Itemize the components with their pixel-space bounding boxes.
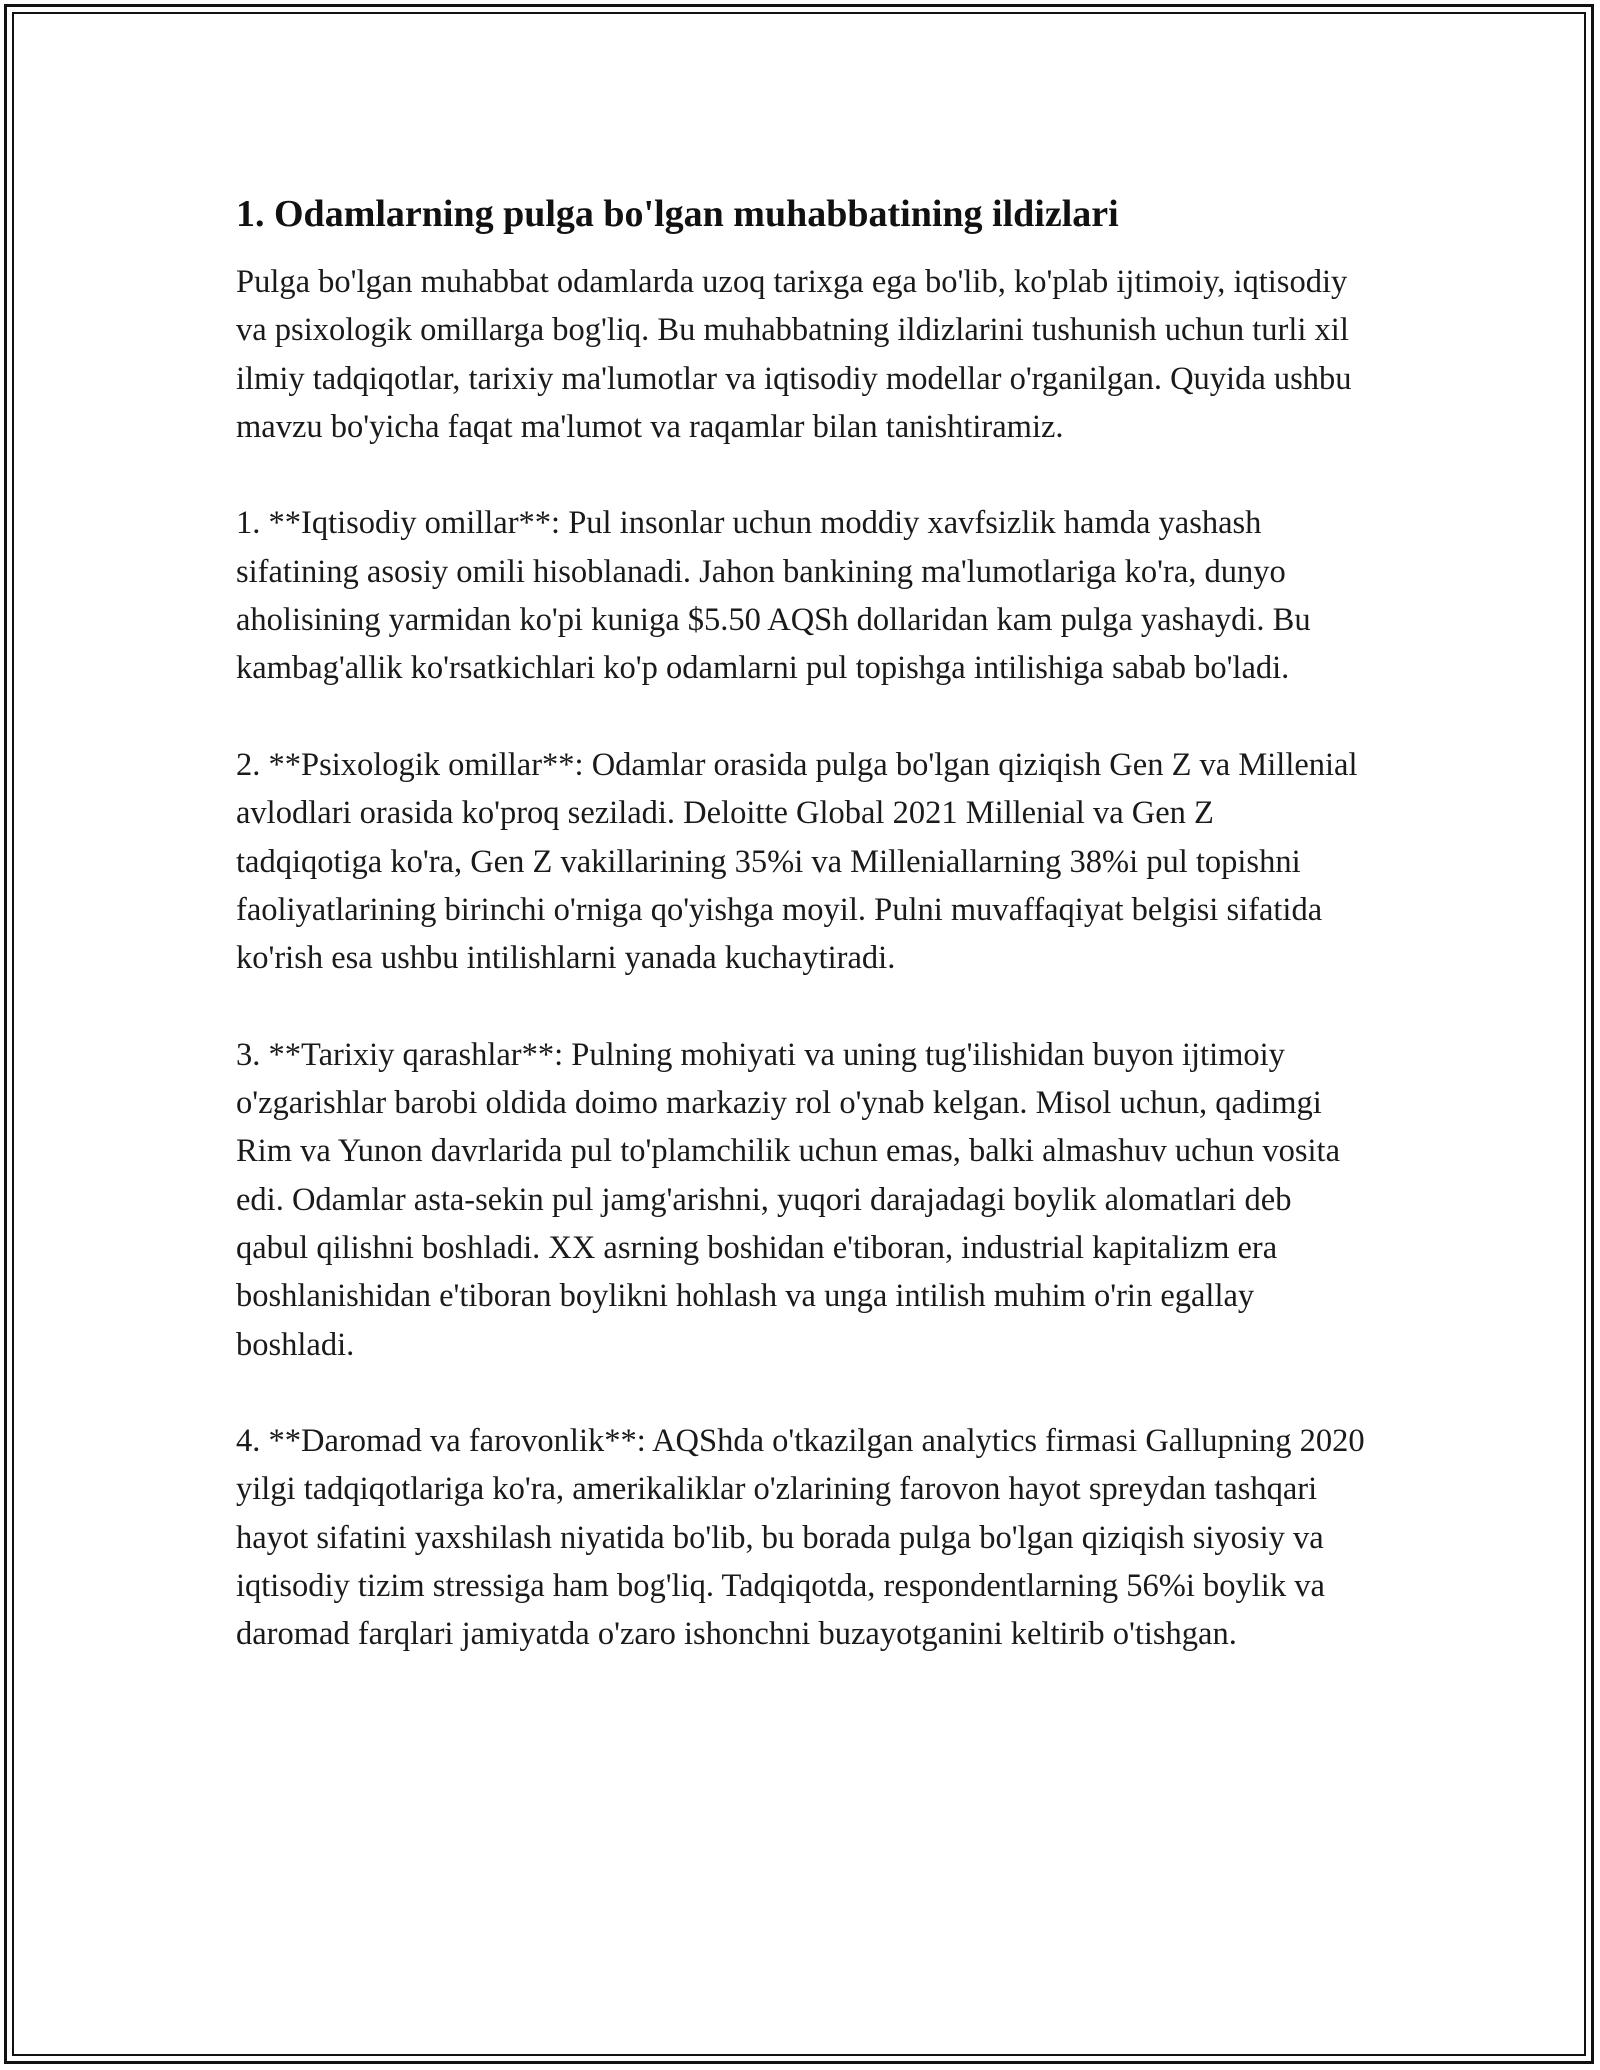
paragraph-historical-views: 3. **Tarixiy qarashlar**: Pulning mohiyati va uning tug'ilishidan buyon ijtimoiy o'zgarishlar barobi oldida doimo markaziy rol o'ynab kelgan. Misol uchun, qadimgi Rim va Yunon davrlarida pul to'plamchilik uchun emas, balki almashuv uchun vosita edi. Odamlar asta-sekin pul jamg'arishni, yuqori darajadagi boylik alomatlari deb qabul qilishni boshladi. XX asrning boshidan e'tiboran, industrial kapitalizm era boshlanishidan e'tiboran boylikni hohlash va unga intilish muhim o'rin egallay boshladi. [236,1036,1341,1363]
document-title: 1. Odamlarning pulga bo'lgan muhabbatining ildizlari [236,193,1119,235]
paragraph-intro: Pulga bo'lgan muhabbat odamlarda uzoq tarixga ega bo'lib, ko'plab ijtimoiy, iqtisodiy va psixologik omillarga bog'liq. Bu muhabbatning ildizlarini tushunish uchun turli xil ilmiy tadqiqotlar, tarixiy ma'lumotlar va iqtisodiy modellar o'rganilgan. Quyida ushbu mavzu bo'yicha faqat ma'lumot va raqamlar bilan tanishtiramiz. [236,264,1352,445]
paragraph-income-wellbeing: 4. **Daromad va farovonlik**: AQShda o'tkazilgan analytics firmasi Gallupning 2020 yilgi tadqiqotlariga ko'ra, amerikaliklar o'zlarining farovon hayot spreydan tashqari hayot sifatini yaxshilash niyatida bo'lib, bu borada pulga bo'lgan qiziqish siyosiy va iqtisodiy tizim stressiga ham bog'liq. Tadqiqotda, respondentlarning 56%i boylik va daromad farqlari jamiyatda o'zaro ishonchni buzayotganini keltirib o'tishgan. [236,1423,1365,1653]
document-body [236,186,1366,1707]
paragraph-economic-factors: 1. **Iqtisodiy omillar**: Pul insonlar uchun moddiy xavfsizlik hamda yashash sifatining asosiy omili hisoblanadi. Jahon bankining ma'lumotlariga ko'ra, dunyo aholisining yarmidan ko'pi kuniga $5.50 AQSh dollaridan kam pulga yashaydi. Bu kambag'allik ko'rsatkichlari ko'p odamlarni pul topishga intilishiga sabab bo'ladi. [236,505,1311,687]
paragraph-psychological-factors: 2. **Psixologik omillar**: Odamlar orasida pulga bo'lgan qiziqish Gen Z va Millenial avlodlari orasida ko'proq seziladi. Deloitte Global 2021 Millenial va Gen Z tadqiqotiga ko'ra, Gen Z vakillarining 35%i va Milleniallarning 38%i pul topishni faoliyatlarining birinchi o'rniga qo'yishga moyil. Pulni muvaffaqiyat belgisi sifatida ko'rish esa ushbu intilishlarni yanada kuchaytiradi. [236,746,1358,977]
